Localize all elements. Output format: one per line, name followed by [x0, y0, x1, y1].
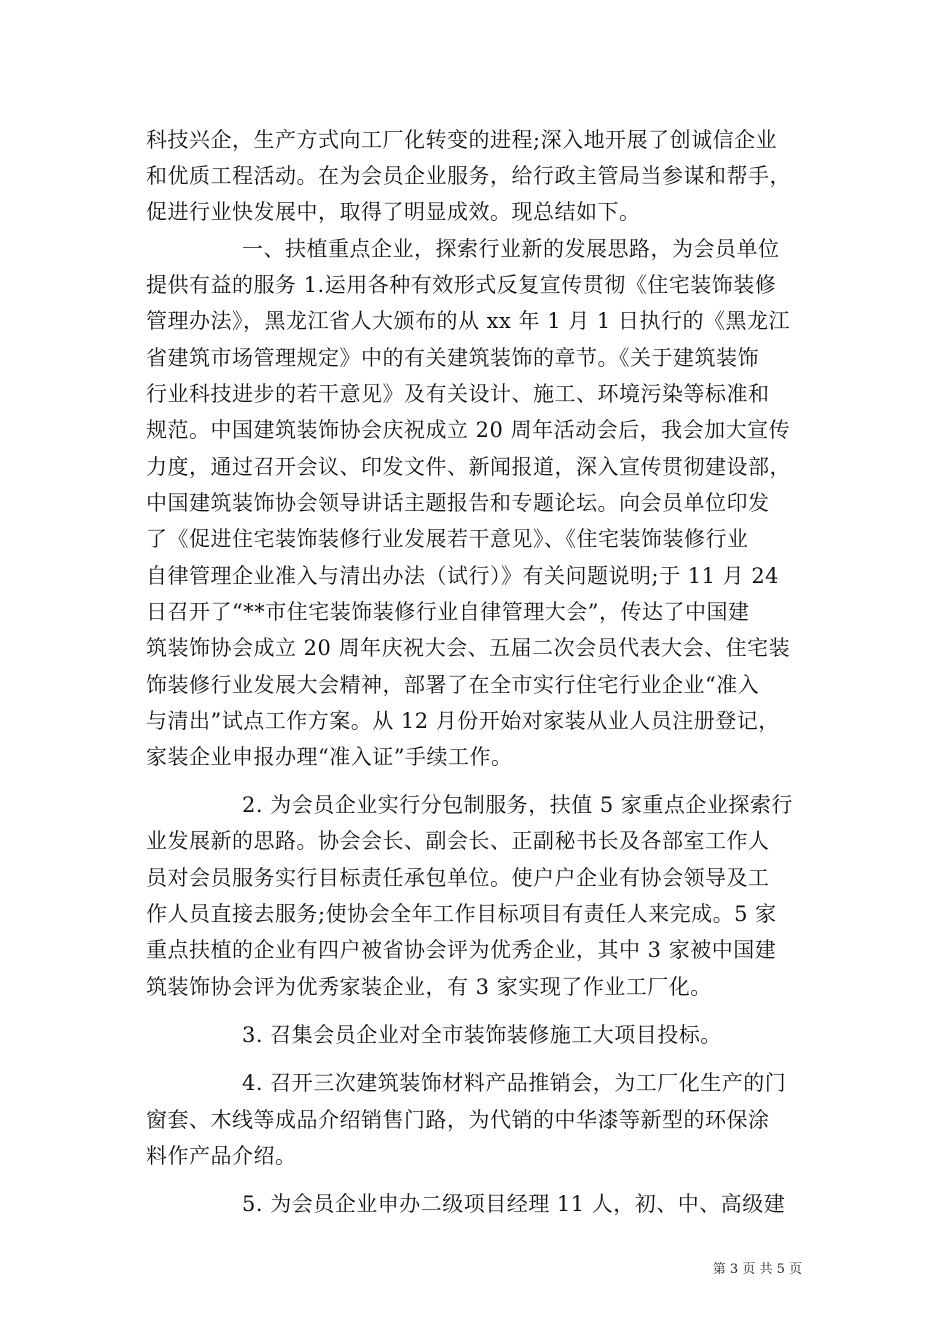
paragraph-first-line: 2. 为会员企业实行分包制服务，扶值 5 家重点企业探索行 [242, 793, 793, 817]
text-line: 省建筑市场管理规定》中的有关建筑装饰的章节。《关于建筑装饰 [146, 346, 759, 370]
text-line: 作人员直接去服务;使协会全年工作目标项目有责任人来完成。5 家 [146, 902, 777, 926]
text-line: 规范。中国建筑装饰协会庆祝成立 20 周年活动会后，我会加大宣传 [146, 418, 791, 442]
text-line: 家装企业申报办理“准入证”手续工作。 [146, 745, 513, 769]
text-line: 与清出”试点工作方案。从 12 月份开始对家装从业人员注册登记， [146, 709, 780, 733]
text-line: 中国建筑装饰协会领导讲话主题报告和专题论坛。向会员单位印发 [146, 491, 770, 515]
text-line: 力度，通过召开会议、印发文件、新闻报道，深入宣传贯彻建设部， [146, 455, 791, 479]
paragraph-first-line: 3. 召集会员企业对全市装饰装修施工大项目投标。 [242, 1023, 722, 1047]
text-line: 饰装修行业发展大会精神，部署了在全市实行住宅行业企业“准入 [146, 673, 760, 697]
text-line: 自律管理企业准入与清出办法（试行）》有关问题说明;于 11 月 24 [146, 564, 780, 588]
page-number: 第 3 页 共 5 页 [712, 1262, 802, 1277]
text-line: 管理办法》，黑龙江省人大颁布的从 xx 年 1 月 1 日执行的《黑龙江 [146, 309, 790, 333]
text-line: 业发展新的思路。协会会长、副会长、正副秘书长及各部室工作人 [146, 829, 770, 853]
text-line: 和优质工程活动。在为会员企业服务，给行政主管局当参谋和帮手， [146, 164, 791, 188]
text-line: 重点扶植的企业有四户被省协会评为优秀企业，其中 3 家被中国建 [146, 938, 777, 962]
text-line: 提供有益的服务 1.运用各种有效形式反复宣传贯彻《住宅装饰装修 [146, 273, 777, 297]
text-line: 筑装饰协会成立 20 周年庆祝大会、五届二次会员代表大会、住宅装 [146, 636, 791, 660]
paragraph-first-line: 4. 召开三次建筑装饰材料产品推销会，为工厂化生产的门 [242, 1071, 787, 1095]
text-line: 行业科技进步的若干意见》及有关设计、施工、环境污染等标准和 [146, 382, 770, 406]
text-line: 筑装饰协会评为优秀家装企业，有 3 家实现了作业工厂化。 [146, 975, 712, 999]
text-line: 员对会员服务实行目标责任承包单位。使户户企业有协会领导及工 [146, 866, 770, 890]
text-line: 科技兴企，生产方式向工厂化转变的进程;深入地开展了创诚信企业 [146, 128, 778, 152]
text-line: 窗套、木线等成品介绍销售门路，为代销的中华漆等新型的环保涂 [146, 1108, 770, 1132]
text-line: 料作产品介绍。 [146, 1144, 297, 1168]
text-line: 日召开了“**市住宅装饰装修行业自律管理大会”，传达了中国建 [146, 600, 750, 624]
paragraph-heading-line: 一、扶植重点企业，探索行业新的发展思路，为会员单位 [242, 237, 780, 261]
text-line: 了《促进住宅装饰装修行业发展若干意见》、《住宅装饰装修行业 [146, 527, 749, 551]
paragraph-first-line: 5. 为会员企业申办二级项目经理 11 人，初、中、高级建 [242, 1192, 786, 1216]
text-line: 促进行业快发展中，取得了明显成效。现总结如下。 [146, 200, 641, 224]
